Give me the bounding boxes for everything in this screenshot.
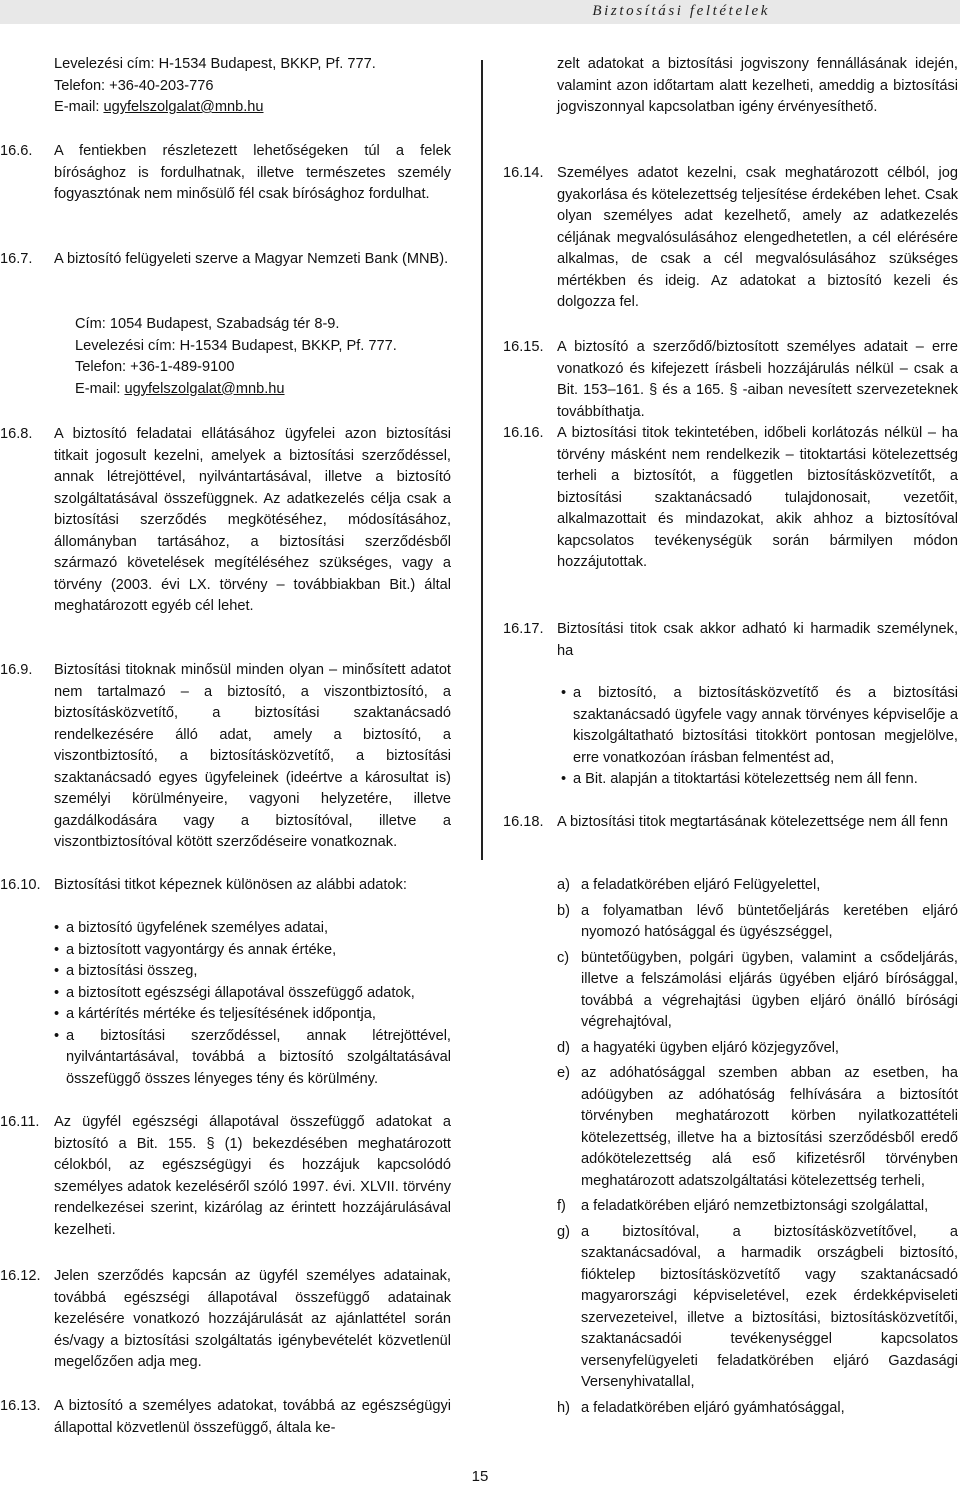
- section-text: Biztosítási titkot képeznek különösen az alábbi adatok:: [54, 877, 407, 893]
- address: Cím: 1054 Budapest, Szabadság tér 8-9.: [75, 316, 340, 332]
- section-text: Biztosítási titoknak minősül minden olyan – minősített adatot nem tartalmazó – a biztosító, a viszontbiztosító, a biztosításközvetítő, a biztosítási szaktanácsadó rendelkezésére álló adat, amely a biztosító, a viszontbiztosító, a biztosításközvetítő, a biztosítási szaktanácsadó egyes ügyfeleinek (ideértve a károsultat is) személyi körülményeire, vagyoni helyzetére, illetve gazdálkodására vagy a biztosítóval, illetve a viszontbiztosítóval kötött szerződéseire vonatkoznak.: [54, 662, 451, 850]
- section-number: 16.10.: [0, 877, 41, 893]
- mailing-address: Levelezési cím: H-1534 Budapest, BKKP, Pf. 777.: [54, 56, 376, 72]
- section-number: 16.11.: [0, 1114, 40, 1130]
- bullet-list-16-10: [54, 918, 451, 1090]
- list-item: e) az adóhatósággal szemben abban az esetben, ha adóügyben az adóhatóság felhívására a biztosítót törvényben meghatározott körben nyilatkozattételi kötelezettség, illetve ha a biztosítási szerződésből eredő adókötelezettség alá eső kifizetésről törvényben meghatározott adatszolgáltatási kötelezettség terheli,: [557, 1065, 958, 1189]
- list-item: c) büntetőügyben, polgári ügyben, valamint a csődeljárás, illetve a felszámolási eljárás ügyében eljáró bírósággal, továbbá a végrehajtási ügyben eljáró önálló bírósági végrehajtóval,: [557, 949, 958, 1030]
- page-number: 15: [471, 1468, 489, 1485]
- list-item: • a biztosított vagyontárgy és annak értéke,: [54, 941, 337, 958]
- email-link[interactable]: ugyfelszolgalat@mnb.hu: [103, 99, 264, 115]
- section-text: A biztosító a szerződő/biztosított személyes adatait – erre vonatkozó és kifejezett írásbeli hozzájárulás nélkül – csak a Bit. 153–161. § és a 165. § -aiban nevesített szervezeteknek továbbíthatja.: [557, 339, 958, 420]
- section-number: 16.7.: [0, 251, 33, 267]
- section-16-9: [0, 660, 451, 854]
- section-16-15: [503, 337, 958, 423]
- section-text: Jelen szerződés kapcsán az ügyfél személyes adatainak, továbbá egészségi állapotával összefüggő adatainak kezelésére vonatkozó hozzájárulását az ajánlattétel során és/vagy a biztosítási szolgáltatás igénybevételét közvetlenül megelőzően adja meg.: [54, 1268, 451, 1370]
- list-item: • a biztosító ügyfelének személyes adatai,: [54, 920, 329, 936]
- section-text: A biztosító a személyes adatokat, továbbá az egészségügyi állapottal közvetlenül összefüggő, általa ke-: [54, 1398, 451, 1436]
- column-divider: [481, 60, 483, 860]
- list-item: g) a biztosítóval, a biztosításközvetítővel, a szaktanácsadóval, a harmadik országbeli biztosító, fióktelep biztosításközvetítő vagy szaktanácsadó magyarországi képviseletével, ezek érdekképviseleti szervezeteivel, illetve a biztosítási, biztosításközvetítői, szaktanácsadói tevékenységgel kapcsolatos versenyfelügyeleti feladatkörében eljáró Gazdasági Versenyhivatallal,: [557, 1223, 958, 1390]
- section-number: 16.18.: [503, 814, 544, 830]
- list-item: h) a feladatkörében eljáró gyámhatósággal,: [557, 1399, 845, 1416]
- list-item: d) a hagyatéki ügyben eljáró közjegyzővel,: [557, 1039, 839, 1056]
- list-item: • a biztosított egészségi állapotával összefüggő adatok,: [54, 984, 415, 1001]
- list-item: a) a feladatkörében eljáró Felügyelettel,: [557, 877, 821, 893]
- section-16-18: [503, 812, 958, 834]
- email-line: E-mail: ugyfelszolgalat@mnb.hu: [75, 380, 285, 397]
- list-item: f) a feladatkörében eljáró nemzetbiztonsági szolgálattal,: [557, 1198, 929, 1214]
- section-text: A biztosító felügyeleti szerve a Magyar Nemzeti Bank (MNB).: [54, 251, 449, 267]
- section-number: 16.12.: [0, 1268, 41, 1284]
- section-16-7: [0, 249, 451, 271]
- section-number: 16.13.: [0, 1398, 41, 1414]
- phone: Telefon: +36-40-203-776: [54, 77, 214, 94]
- list-item: • a Bit. alapján a titoktartási kötelezettség nem áll fenn.: [561, 771, 918, 787]
- section-text: A biztosító feladatai ellátásához ügyfelei azon biztosítási titkait jogosult kezelni, amelyek a biztosítási szerződéssel, annak létrejöttével, nyilvántartásával, illetve a biztosító szolgáltatásával összefüggnek. Az adatkezelés célja csak a biztosítási szerződés megkötéséhez, módosításához, állományban tartásához, a biztosítási szerződésből származó követelések megítéléséhez szükséges, vagy a törvény (2003. évi LX. törvény – továbbiakban Bit.) által meghatározott egyéb cél lehet.: [54, 426, 451, 614]
- section-16-16: [503, 423, 958, 574]
- section-number: 16.9.: [0, 662, 33, 678]
- section-16-8: [0, 424, 451, 618]
- list-item: • a biztosítási szerződéssel, annak létrejöttével, nyilvántartásával, továbbá a biztosító szolgáltatásával összefüggő összes lényeges tény és körülmény.: [54, 1027, 451, 1087]
- section-text: Az ügyfél egészségi állapotával összefüggő adatokat a biztosító a Bit. 155. § (1) bekezdésében meghatározott célokból, az egészségügyi és hozzájuk kapcsolódó személyes adatok kezeléséről szóló 1997. évi. XLVII. törvény rendelkezései szerint, kizárólag az érintett hozzájárulásával kezelheti.: [54, 1114, 451, 1238]
- email-link[interactable]: ugyfelszolgalat@mnb.hu: [124, 380, 285, 397]
- section-16-17: [503, 619, 958, 662]
- section-number: 16.6.: [0, 143, 33, 159]
- contact-block-2: [75, 314, 465, 400]
- mailing-address: Levelezési cím: H-1534 Budapest, BKKP, Pf. 777.: [75, 337, 397, 354]
- section-16-12: [0, 1266, 451, 1374]
- alpha-list-16-18: [557, 875, 958, 1419]
- section-number: 16.16.: [503, 425, 544, 441]
- list-item: • a kártérítés mértéke és teljesítésének időpontja,: [54, 1006, 376, 1022]
- list-item: • a biztosító, a biztosításközvetítő és a biztosítási szaktanácsadó ügyfele vagy annak törvényes képviselője a kiszolgáltatható biztosítási titokkört pontosan megjelölve, erre vonatkozóan írásban felmentést ad,: [561, 685, 958, 766]
- list-item: b) a folyamatban lévő büntetőeljárás keretében eljáró nyomozó hatósággal és ügyészséggel,: [557, 902, 958, 940]
- section-16-10: [0, 875, 451, 897]
- contact-block-1: [54, 54, 466, 119]
- email-line: E-mail: ugyfelszolgalat@mnb.hu: [54, 99, 264, 115]
- section-16-14: [503, 163, 958, 314]
- section-number: 16.15.: [503, 339, 544, 355]
- section-text: A biztosítási titok megtartásának kötelezettsége nem áll fenn: [557, 814, 949, 830]
- section-text: Személyes adatot kezelni, csak meghatározott célból, jog gyakorlása és kötelezettség teljesítése érdekében lehet. Csak olyan személyes adat kezelhető, amely az adatkezelés céljának megvalósulásához elengedhetetlen, a cél elérésére alkalmas, de csak a cél megvalósulásához szükséges mértékben és ideig. Az adatokat a biztosító kezeli és dolgozza fel.: [557, 165, 958, 310]
- bullet-list-16-17: [561, 683, 958, 791]
- section-text: A biztosítási titok tekintetében, időbeli korlátozás nélkül – ha törvény másként nem rendelkezik – titoktartási kötelezettség terheli a biztosítót, a független biztosításközvetítőt, a biztosítási szaktanácsadó tulajdonosait, vezetőit, alkalmazottait és mindazokat, akik ahhoz a biztosítóval kapcsolatos tevékenységük során bármilyen módon hozzájutottak.: [557, 425, 958, 570]
- running-header: [0, 0, 960, 24]
- header-title: Biztosítási feltételek: [592, 3, 770, 19]
- section-number: 16.14.: [503, 165, 544, 181]
- section-number: 16.17.: [503, 621, 544, 637]
- section-16-13: [0, 1396, 451, 1439]
- section-16-6: [0, 141, 451, 206]
- section-text: A fentiekben részletezett lehetőségeken túl a felek bírósághoz is fordulhatnak, illetve természetes személy fogyasztónak nem minősülő fél csak bírósághoz fordulhat.: [54, 143, 451, 202]
- section-text: Biztosítási titok csak akkor adható ki harmadik személynek, ha: [557, 621, 958, 659]
- phone: Telefon: +36-1-489-9100: [75, 359, 235, 375]
- section-16-11: [0, 1112, 451, 1241]
- section-number: 16.8.: [0, 426, 33, 442]
- section-16-13-continued: zelt adatokat a biztosítási jogviszony fennállásának idején, valamint azon időtartam alatt kezelheti, ameddig a biztosítási jogviszonnyal kapcsolatban igény érvényesíthető.: [557, 56, 958, 115]
- list-item: • a biztosítási összeg,: [54, 963, 198, 979]
